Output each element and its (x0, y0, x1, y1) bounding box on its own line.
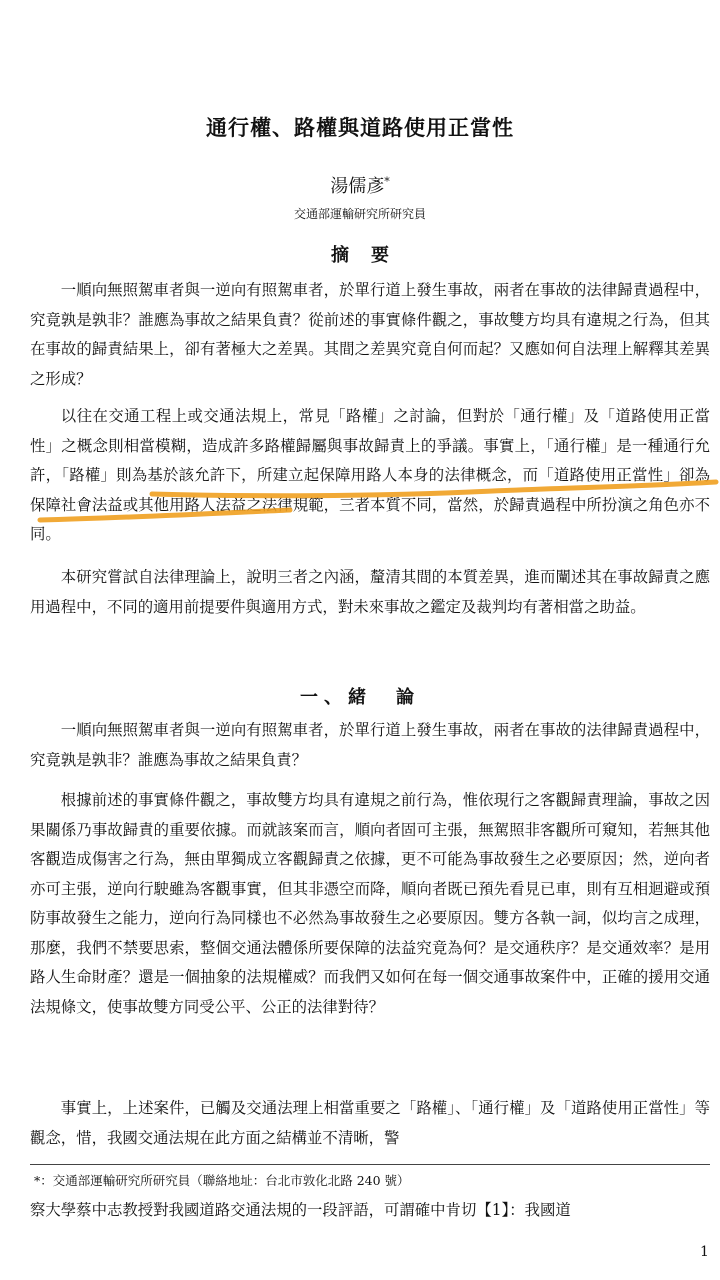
abstract-paragraph: 以往在交通工程上或交通法規上，常見「路權」之討論，但對於「通行權」及「道路使用正當性」之概念則相當模糊，造成許多路權歸屬與事故歸責上的爭議。事實上，「通行權」是一種通行允許，「路權」則為基於該允許下，所建立起保障用路人本身的法律概念，而「道路使用正當性」卻為保障社會法益或其他用路人法益之法律規範，三者本質不同，當然，於歸責過程中所扮演之角色亦不同。 (30, 407, 710, 543)
abstract-paragraph: 一順向無照駕車者與一逆向有照駕車者，於單行道上發生事故，兩者在事故的法律歸責過程中，究竟孰是孰非？誰應為事故之結果負責？從前述的事實條件觀之，事故雙方均具有違規之行為，但其在事故的歸責結果上，卻有著極大之差異。其間之差異究竟自何而起？又應如何自法理上解釋其差異之形成？ (30, 281, 710, 388)
continuation-text: 察大學蔡中志教授對我國道路交通法規的一段評語，可謂確中肯切【1】：我國道 (30, 1201, 571, 1219)
introduction-paragraph: 事實上，上述案件，已觸及交通法理上相當重要之「路權」、「通行權」及「道路使用正當性」等觀念，惜，我國交通法規在此方面之結構並不清晰，警 (30, 1099, 710, 1147)
author-affiliation: 交通部運輸研究所研究員 (293, 207, 426, 221)
introduction-paragraph: 根據前述的事實條件觀之，事故雙方均具有違規之前行為，惟依現行之客觀歸責理論，事故之因果關係乃事故歸責的重要依據。而就該案而言，順向者固可主張，無駕照非客觀所可窺知，若無其他客觀造成傷害之行為，無由單獨成立客觀歸責之依據，更不可能為事故發生之必要原因；然，逆向者亦可主張，逆向行駛雖為客觀事實，但其非憑空而降，順向者既已預先看見已車，則有互相迴避或預防事故發生之能力，逆向行為同樣也不必然為事故發生之必要原因。雙方各執一詞，似均言之成理，那麼，我們不禁要思索，整個交通法體係所要保障的法益究竟為何？是交通秩序？是交通效率？是用路人生命財產？還是一個抽象的法規權威？而我們又如何在每一個交通事故案件中，正確的援用交通法規條文，使事故雙方同受公平、公正的法律對待？ (30, 791, 710, 1016)
abstract-heading: 摘要 (331, 245, 411, 266)
introduction-heading: 一、緒 論 (300, 687, 420, 708)
author-footnote-mark: * (384, 175, 390, 188)
author-name: 湯儒彥 (330, 176, 385, 197)
introduction-paragraph: 一順向無照駕車者與一逆向有照駕車者，於單行道上發生事故，兩者在事故的法律歸責過程中，究竟孰是孰非？誰應為事故之結果負責？ (30, 721, 710, 769)
page-number: 1 (700, 1244, 709, 1260)
footnote-divider (30, 1164, 710, 1165)
abstract-paragraph: 本研究嘗試自法律理論上，說明三者之內涵，釐清其間的本質差異，進而闡述其在事故歸責之應用過程中，不同的適用前提要件與適用方式，對未來事故之鑑定及裁判均有著相當之助益。 (30, 568, 710, 616)
footnote: *：交通部運輸研究所研究員（聯絡地址：台北市敦化北路 240 號） (34, 1173, 410, 1188)
author-line (0, 172, 720, 198)
page-title: 通行權、路權與道路使用正當性 (206, 115, 514, 140)
